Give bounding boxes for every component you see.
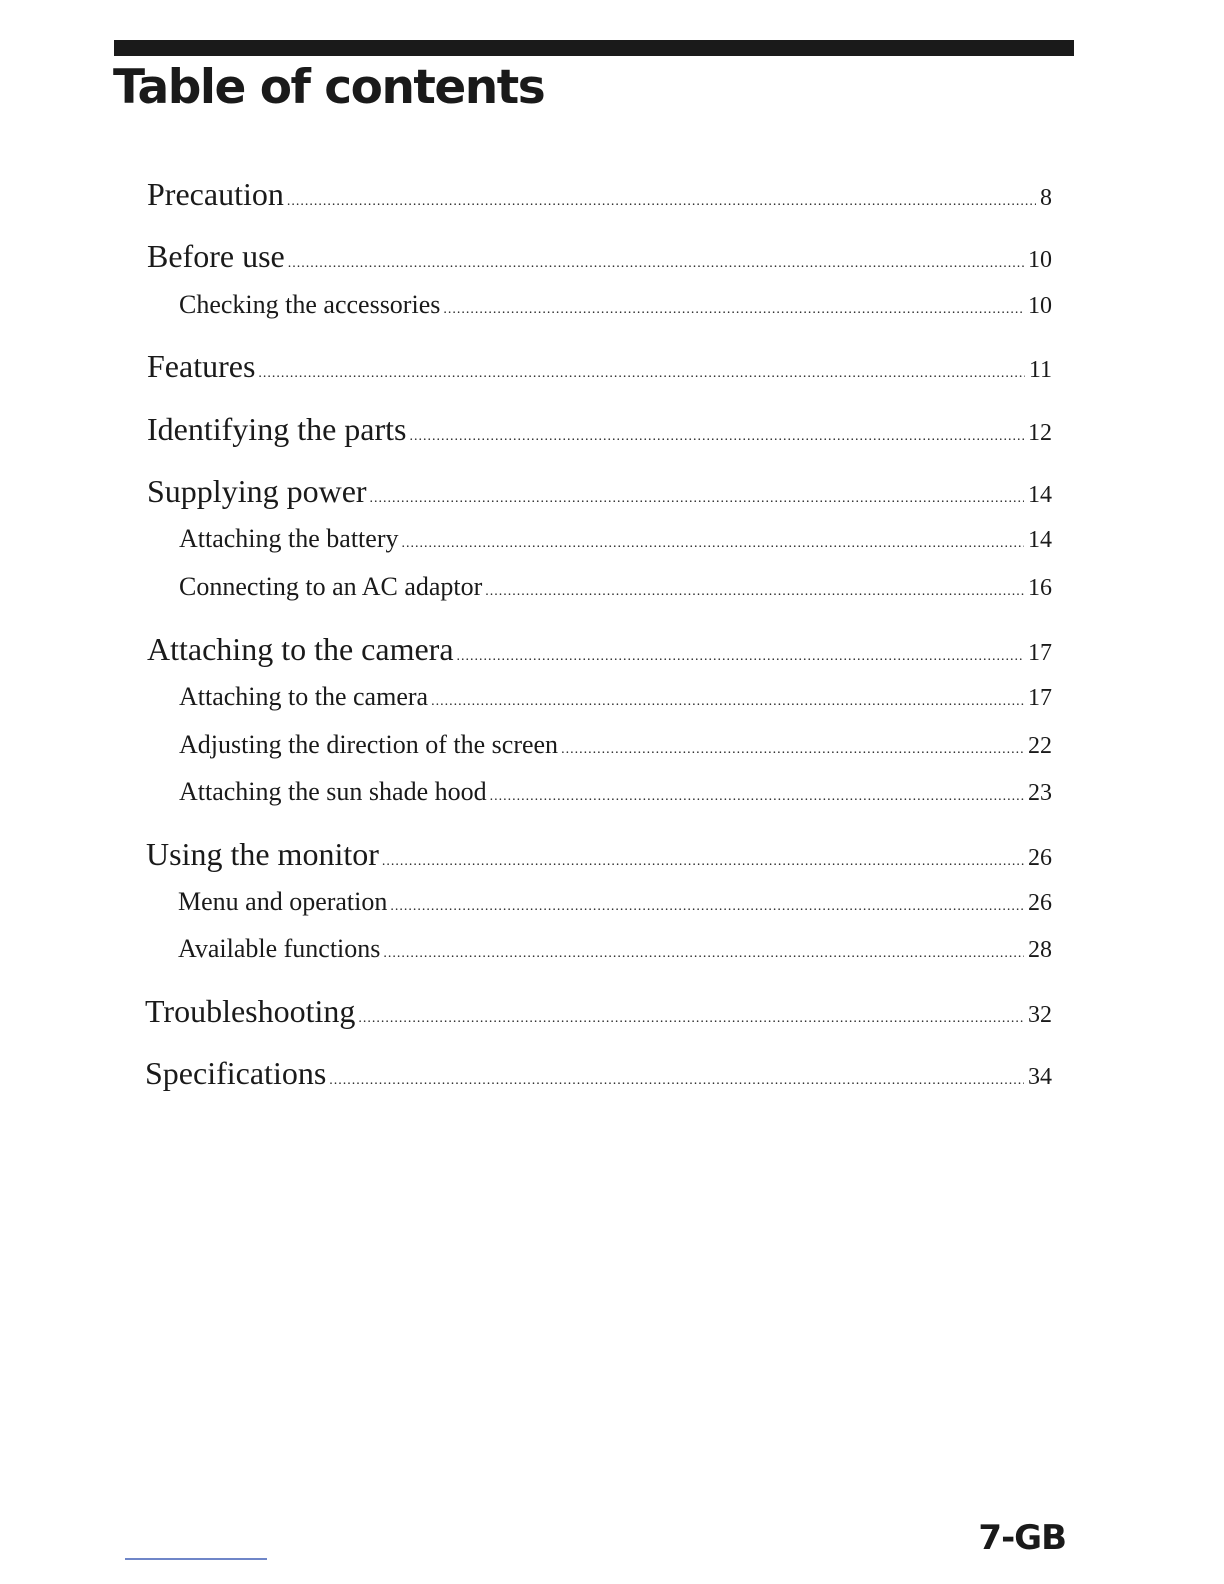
dot-leader (390, 899, 1024, 915)
toc-entry-page: 12 (1028, 420, 1052, 446)
toc-entry-page: 14 (1028, 482, 1052, 508)
dot-leader (490, 789, 1024, 805)
page-number: 7-GB (978, 1518, 1066, 1558)
toc-entry-checking-the-accessories[interactable] (179, 290, 1052, 324)
toc-entry-page: 14 (1028, 527, 1052, 553)
toc-entry-page: 34 (1028, 1064, 1052, 1090)
dot-leader (287, 194, 1036, 210)
toc-entry-before-use[interactable] (147, 238, 1052, 278)
dot-leader (457, 649, 1024, 665)
toc-entry-features[interactable] (147, 348, 1052, 388)
dot-leader (382, 854, 1024, 870)
toc-entry-menu-and-operation[interactable] (178, 887, 1052, 921)
toc-entry-title: Before use (147, 238, 285, 274)
dot-leader (443, 302, 1024, 318)
toc-entry-page: 10 (1028, 293, 1052, 319)
toc-entry-title: Available functions (178, 934, 381, 963)
dot-leader (258, 366, 1024, 382)
toc-entry-page: 8 (1040, 185, 1052, 211)
toc-entry-page: 28 (1028, 937, 1052, 963)
toc-entry-title: Features (147, 348, 256, 384)
dot-leader (485, 584, 1024, 600)
toc-entry-available-functions[interactable] (178, 934, 1052, 968)
toc-entry-page: 23 (1028, 780, 1052, 806)
toc-entry-identifying-the-parts[interactable] (147, 411, 1052, 451)
toc-entry-attaching-to-the-camera-sub[interactable] (179, 682, 1052, 716)
page-title: Table of contents (113, 60, 545, 115)
toc-entry-page: 17 (1028, 640, 1052, 666)
toc-entry-title: Attaching to the camera (179, 682, 429, 711)
toc-entry-connecting-to-an-ac-adaptor[interactable] (179, 572, 1052, 606)
toc-entry-specifications[interactable] (145, 1055, 1052, 1095)
toc-entry-title: Troubleshooting (145, 993, 356, 1029)
toc-entry-title: Checking the accessories (179, 290, 441, 319)
toc-entry-title: Attaching the sun shade hood (179, 777, 487, 806)
dot-leader (383, 946, 1024, 962)
toc-entry-using-the-monitor[interactable] (146, 836, 1052, 876)
toc-entry-title: Attaching to the camera (147, 631, 454, 667)
toc-entry-page: 11 (1028, 357, 1052, 383)
toc-entry-title: Identifying the parts (147, 411, 407, 447)
toc-entry-title: Precaution (147, 176, 284, 212)
dot-leader (401, 536, 1024, 552)
dot-leader (409, 429, 1024, 445)
dot-leader (329, 1073, 1024, 1089)
toc-entry-page: 22 (1028, 733, 1052, 759)
toc-entry-troubleshooting[interactable] (145, 993, 1052, 1033)
dot-leader (370, 491, 1024, 507)
toc-entry-title: Specifications (145, 1055, 327, 1091)
toc-entry-title: Adjusting the direction of the screen (179, 730, 559, 759)
toc-entry-attaching-the-sun-shade-hood[interactable] (179, 777, 1052, 811)
dot-leader (431, 694, 1024, 710)
dot-leader (358, 1011, 1024, 1027)
toc-entry-page: 26 (1028, 845, 1052, 871)
toc-entry-supplying-power[interactable] (147, 473, 1052, 513)
footer-rule (125, 1558, 267, 1560)
toc-entry-attaching-the-battery[interactable] (179, 524, 1052, 558)
toc-entry-precaution[interactable] (147, 176, 1052, 216)
toc-entry-title: Connecting to an AC adaptor (179, 572, 483, 601)
dot-leader (561, 742, 1024, 758)
toc-entry-page: 10 (1028, 247, 1052, 273)
dot-leader (288, 256, 1024, 272)
toc-entry-title: Attaching the battery (179, 524, 399, 553)
toc-entry-attaching-to-the-camera[interactable] (147, 631, 1052, 671)
toc-entry-title: Supplying power (147, 473, 367, 509)
toc-entry-title: Using the monitor (146, 836, 379, 872)
toc-entry-page: 26 (1028, 890, 1052, 916)
toc-entry-page: 32 (1028, 1002, 1052, 1028)
toc-entry-page: 17 (1028, 685, 1052, 711)
toc-entry-title: Menu and operation (178, 887, 388, 916)
toc-entry-page: 16 (1028, 575, 1052, 601)
toc-entry-adjusting-the-direction-of-the-screen[interactable] (179, 730, 1052, 764)
